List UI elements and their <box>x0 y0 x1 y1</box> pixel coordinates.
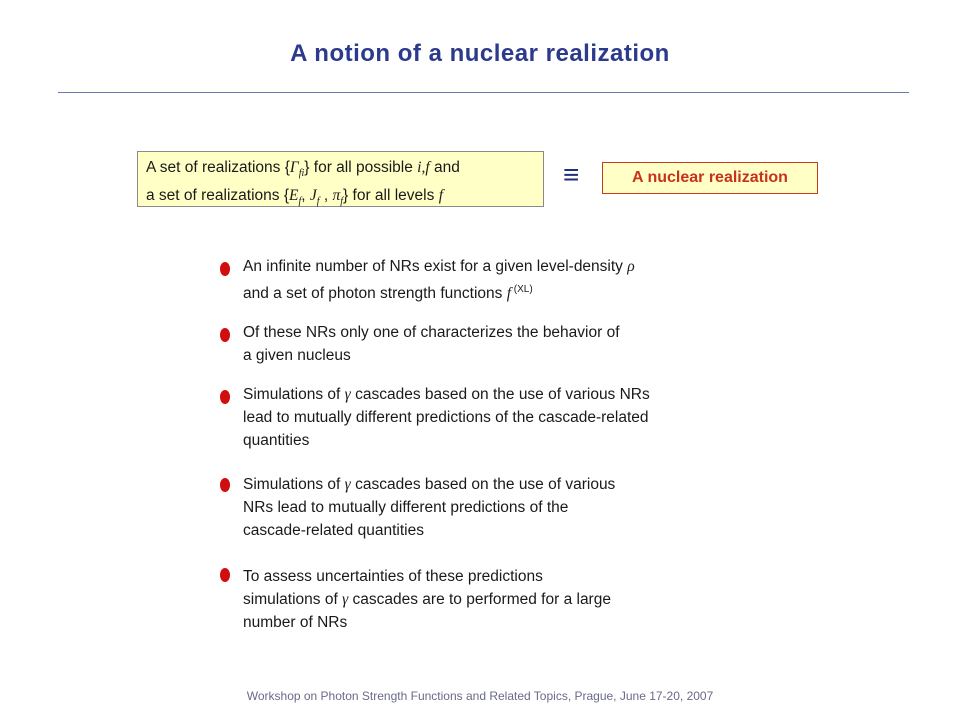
definition-text: } for all possible <box>304 159 418 176</box>
bullet-item-2 <box>243 321 620 367</box>
rho-symbol: ρ <box>627 258 635 275</box>
level-symbol: f <box>438 187 443 205</box>
bullet-text: and a set of photon strength functions <box>243 285 507 303</box>
spin-symbol: J <box>309 187 317 205</box>
nuclear-realization-box: A nuclear realization <box>602 162 818 194</box>
definition-box <box>137 151 544 207</box>
bullet-text: An infinite number of NRs exist for a given level-density <box>243 258 628 275</box>
separator: , <box>301 187 310 205</box>
definition-text: a set of realizations { <box>146 187 290 205</box>
bullet-text: Simulations of <box>243 386 345 403</box>
bullet-item-1 <box>243 255 635 305</box>
bullet-text: Of these NRs only one of characterizes the behavior of <box>243 324 620 341</box>
bullet-text: cascades based on the use of various <box>350 476 616 493</box>
definition-text: A set of realizations { <box>146 159 290 176</box>
bullet-icon <box>220 262 230 276</box>
bullet-text: quantities <box>243 432 310 449</box>
bullet-item-3 <box>243 383 650 452</box>
energy-symbol: E <box>289 187 299 205</box>
bullet-item-4 <box>243 473 615 542</box>
bullet-text: Simulations of <box>243 476 345 493</box>
bullet-icon <box>220 478 230 492</box>
equivalence-symbol: ≡ <box>563 159 580 190</box>
bullet-text: cascades based on the use of various NRs <box>350 386 650 403</box>
gamma-symbol: γ <box>342 591 349 608</box>
gamma-symbol: γ <box>344 386 351 403</box>
bullet-text: cascade-related quantities <box>243 522 424 539</box>
footer-text: Workshop on Photon Strength Functions and Related Topics, Prague, June 17-20, 2007 <box>246 689 714 703</box>
definition-line-2 <box>146 185 535 213</box>
bullet-text: To assess uncertainties of these predictions <box>243 568 543 585</box>
gamma-symbol: γ <box>344 476 351 493</box>
subscript: fi <box>298 168 305 180</box>
f-symbol: f <box>506 285 511 303</box>
title-divider <box>58 92 909 93</box>
superscript: (XL) <box>511 284 533 295</box>
bullet-text: cascades are to performed for a large <box>348 591 611 608</box>
bullet-text: lead to mutually different predictions of the cascade-related <box>243 409 649 426</box>
definition-line-1 <box>146 157 535 185</box>
subscript: f <box>340 196 344 208</box>
subscript: f <box>316 196 320 208</box>
bullet-text: NRs lead to mutually different predictions of the <box>243 499 569 516</box>
definition-text: and <box>429 159 460 176</box>
parity-symbol: π <box>332 187 341 205</box>
index-symbol: i,f <box>417 159 430 176</box>
separator: , <box>319 187 333 205</box>
bullet-icon <box>220 390 230 404</box>
bullet-text: simulations of <box>243 591 343 608</box>
bullet-item-5 <box>243 565 611 634</box>
bullet-icon <box>220 328 230 342</box>
bullet-text: number of NRs <box>243 614 348 631</box>
subscript: f <box>298 196 302 208</box>
bullet-icon <box>220 568 230 582</box>
slide-title: A notion of a nuclear realization <box>290 40 670 67</box>
gamma-symbol: Γ <box>289 159 299 176</box>
definition-text: } for all levels <box>343 187 439 205</box>
bullet-text: a given nucleus <box>243 347 351 364</box>
